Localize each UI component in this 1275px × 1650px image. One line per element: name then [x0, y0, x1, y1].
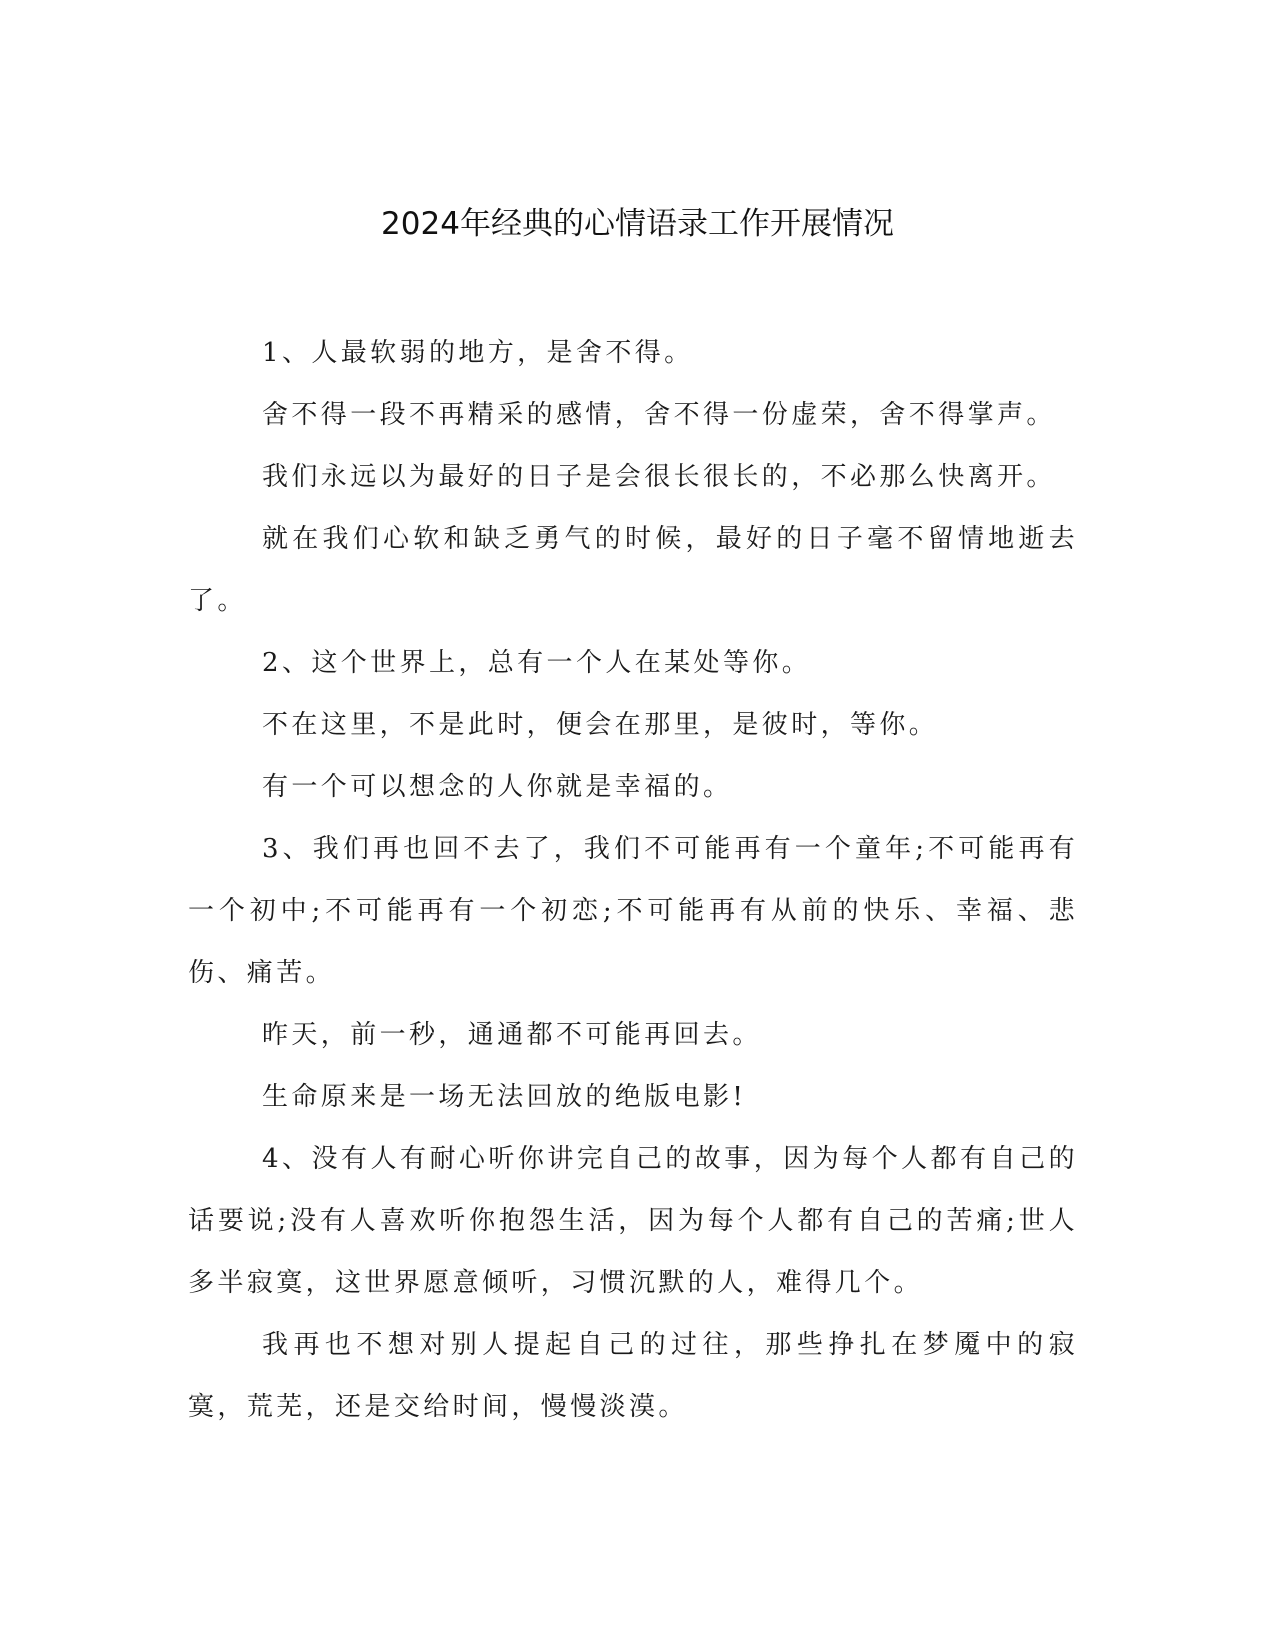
document-title: 2024年经典的心情语录工作开展情况 [381, 206, 894, 242]
document-body [188, 322, 1078, 1438]
paragraph: 生命原来是一场无法回放的绝版电影! [262, 1082, 747, 1112]
paragraph: 我们永远以为最好的日子是会很长很长的，不必那么快离开。 [262, 462, 1056, 492]
paragraph: 昨天，前一秒，通通都不可能再回去。 [262, 1020, 762, 1050]
paragraph: 就在我们心软和缺乏勇气的时候，最好的日子毫不留情地逝去了。 [188, 524, 1078, 616]
paragraph: 我再也不想对别人提起自己的过往，那些挣扎在梦魇中的寂寞，荒芜，还是交给时间，慢慢淡漠。 [188, 1330, 1078, 1422]
paragraph: 2、这个世界上，总有一个人在某处等你。 [262, 648, 812, 678]
paragraph: 3、我们再也回不去了，我们不可能再有一个童年;不可能再有一个初中;不可能再有一个初恋;不可能再有从前的快乐、幸福、悲伤、痛苦。 [188, 834, 1078, 988]
paragraph: 不在这里，不是此时，便会在那里，是彼时，等你。 [262, 710, 939, 740]
paragraph: 有一个可以想念的人你就是幸福的。 [262, 772, 733, 802]
paragraph: 舍不得一段不再精采的感情，舍不得一份虚荣，舍不得掌声。 [262, 400, 1056, 430]
paragraph: 1、人最软弱的地方，是舍不得。 [262, 338, 694, 368]
paragraph: 4、没有人有耐心听你讲完自己的故事，因为每个人都有自己的话要说;没有人喜欢听你抱怨生活，因为每个人都有自己的苦痛;世人多半寂寞，这世界愿意倾听，习惯沉默的人，难得几个。 [188, 1144, 1078, 1298]
